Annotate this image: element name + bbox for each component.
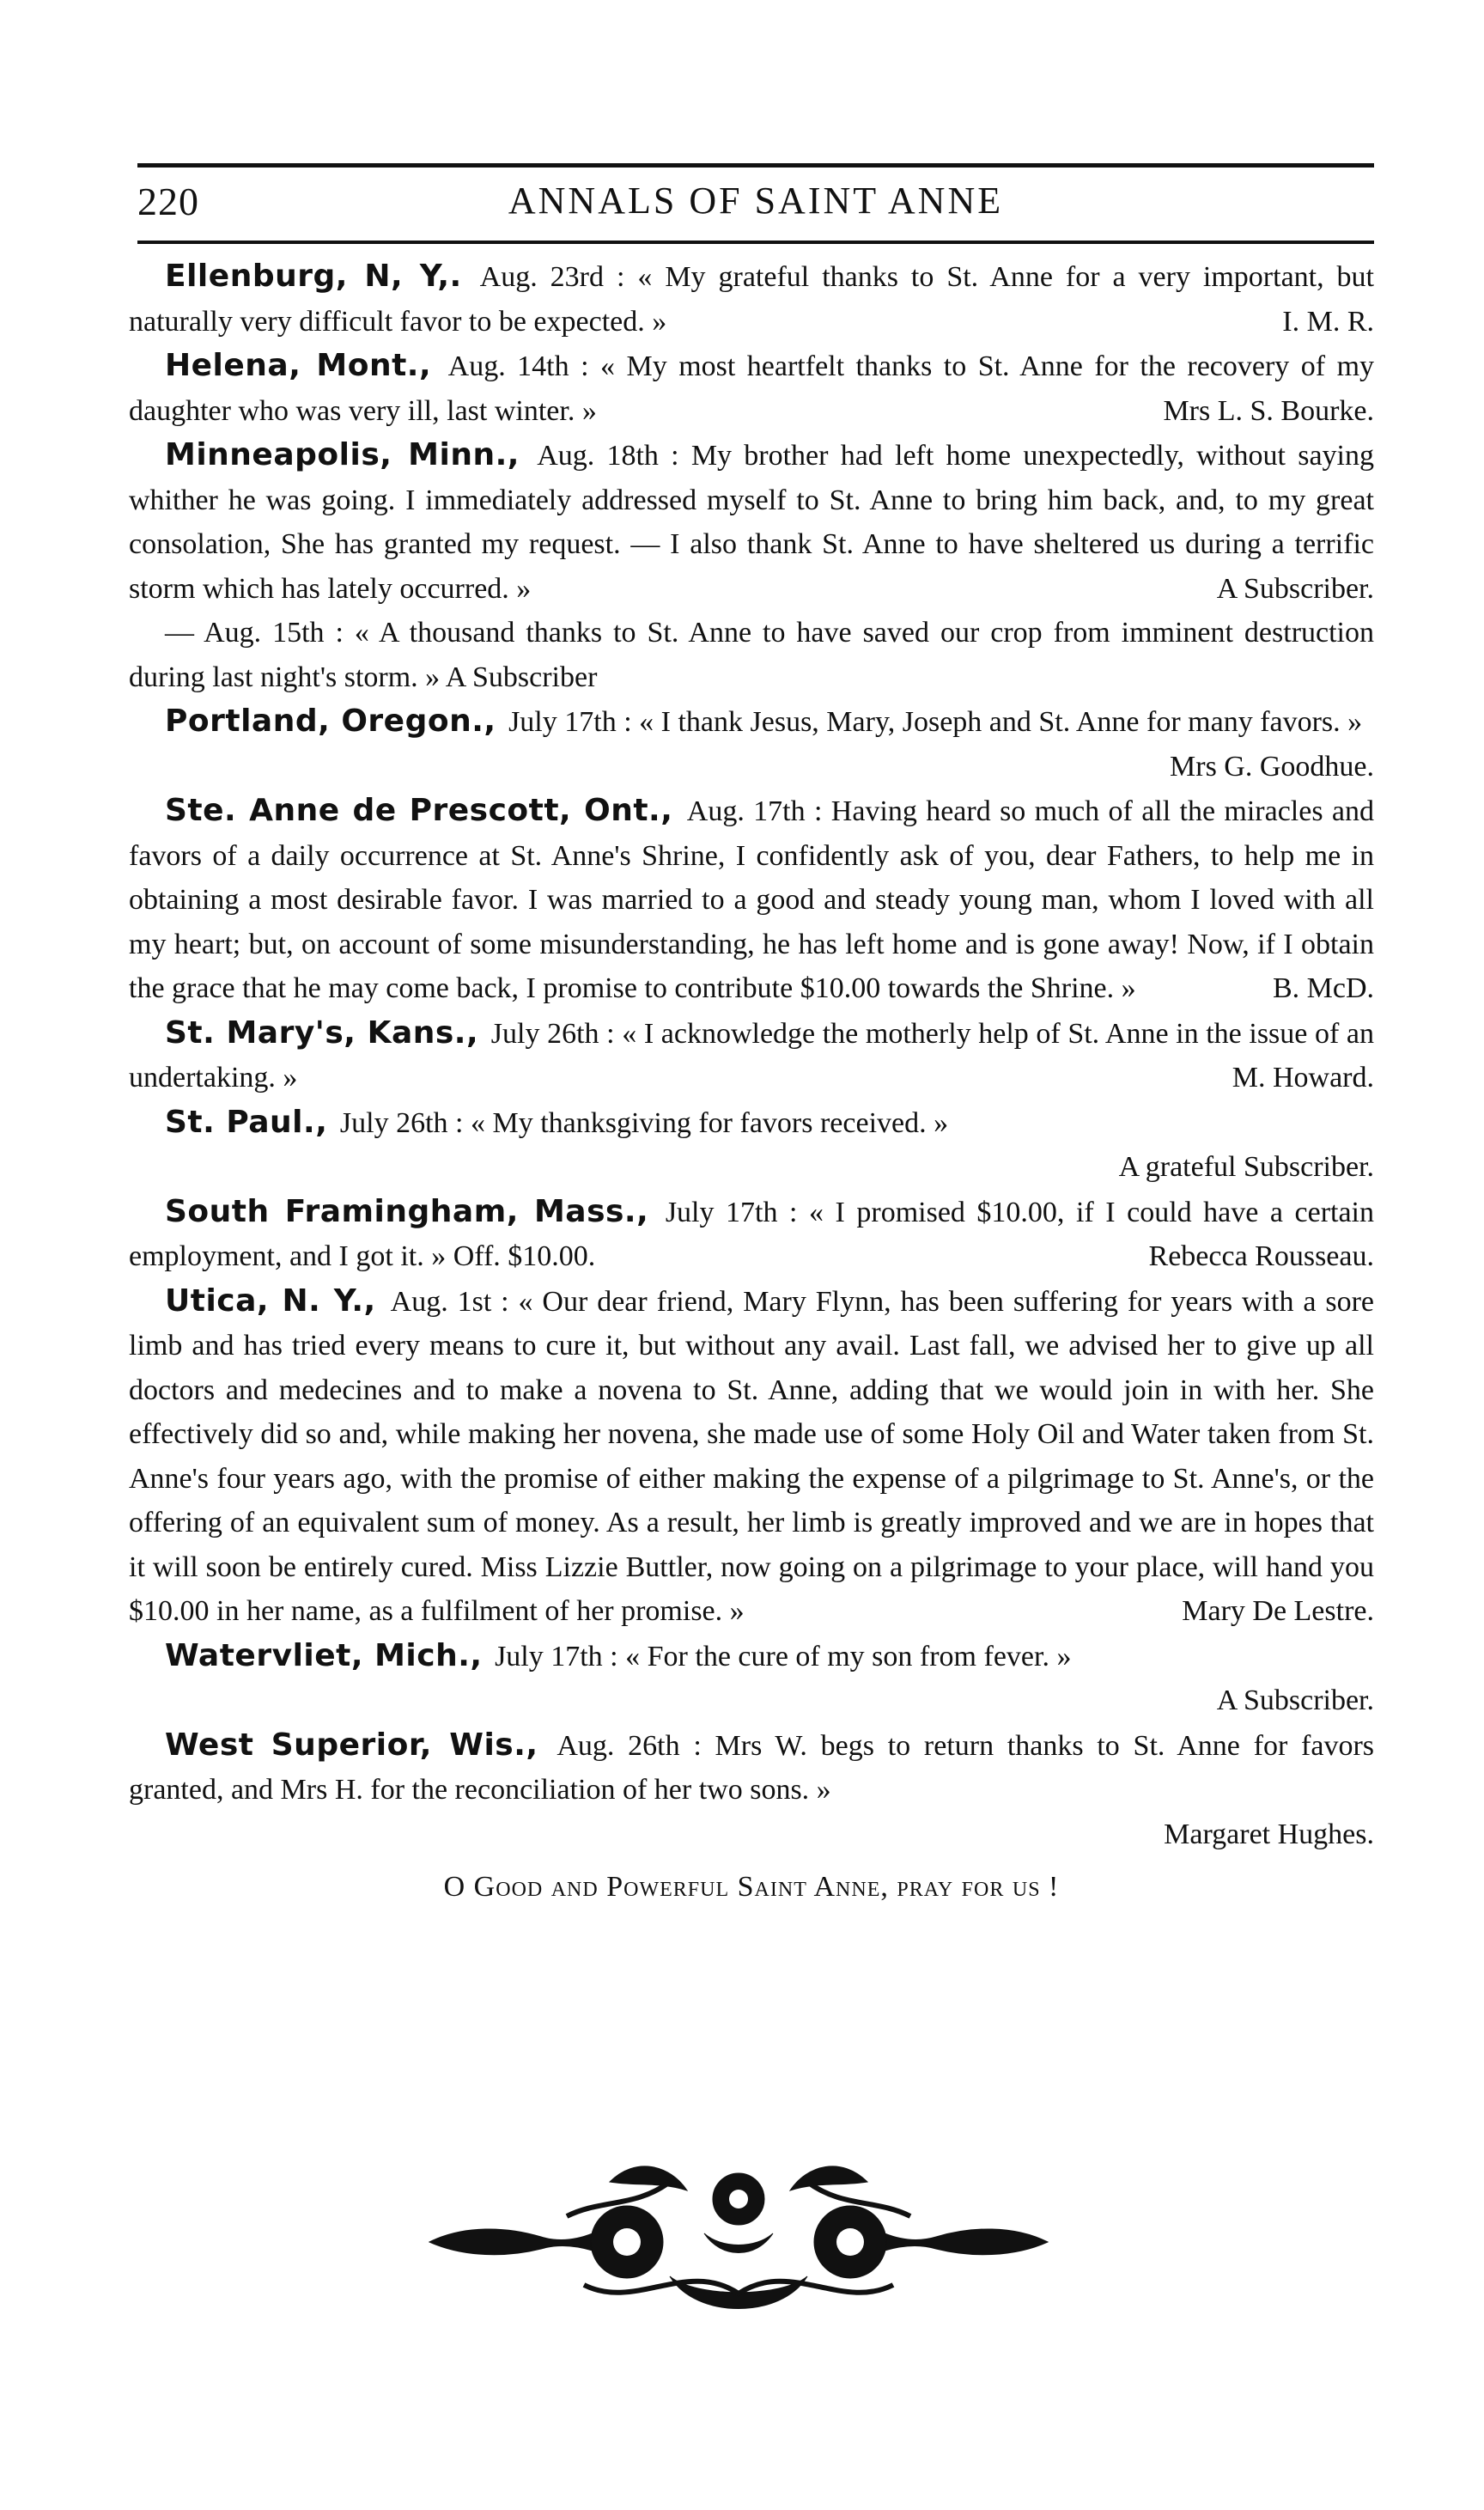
entry-date: Aug. 1st :: [390, 1285, 509, 1318]
entry-minneapolis-followup: [129, 611, 1374, 699]
entry-signature: A Subscriber.: [1216, 572, 1374, 605]
entry-date: Aug. 17th :: [686, 795, 823, 827]
entry-date: Aug. 18th :: [537, 440, 679, 472]
entry-text: « I acknowledge the motherly help of St. Anne in the issue of an undertaking. »: [129, 1017, 1375, 1094]
entry-place: Minneapolis, Minn.,: [165, 437, 520, 472]
entry-utica: [129, 1279, 1374, 1634]
entry-date: July 17th :: [495, 1640, 618, 1672]
entry-ste-anne-de-prescott: [129, 789, 1374, 1011]
entry-signature: Mrs L. S. Bourke.: [1163, 394, 1374, 427]
entry-signature: A Subscriber.: [1216, 1685, 1374, 1716]
entry-date: July 26th :: [490, 1017, 615, 1050]
page-number: 220: [137, 180, 199, 223]
entry-text: Having heard so much of all the miracles and favors of a daily occurrence at St. Anne's Shrine, I confidently ask of you, dear Fathers, to help me in obtaining a most desirable favor. I was married to a good and steady young man, whom I loved with all my heart; but, on account of some misunderstanding, he has left home and is gone away! Now, if I obtain the grace that he may come back, I promise to contribute $10.00 towards the Shrine. »: [129, 795, 1375, 1004]
entry-date: Aug. 14th :: [447, 350, 589, 382]
entry-date: July 26th :: [339, 1106, 464, 1139]
entry-place: Ste. Anne de Prescott, Ont.,: [165, 793, 673, 828]
entry-st-marys: [129, 1011, 1374, 1100]
entry-text: « Our dear friend, Mary Flynn, has been suffering for years with a sore limb and has tried every means to cure it, but without any avail. Last fall, we advised her to give up all doctors and medecines and to make a novena to St. Anne, adding that we would join in with her. She effectively did so and, while making her novena, she made use of some Holy Oil and Water taken from St. Anne's four years ago, with the promise of either making the expense of a pilgrimage to St. Anne's, or the offering of an equivalent sum of money. As a result, her limb is greatly improved and we are in hopes that it will soon be entirely cured. Miss Lizzie Buttler, now going on a pilgrimage to your place, will hand you $10.00 in her name, as a fulfilment of her promise. »: [129, 1285, 1375, 1627]
entry-portland: [129, 699, 1374, 789]
entry-place: Utica, N. Y.,: [165, 1282, 376, 1319]
entry-place: South Framingham, Mass.,: [165, 1193, 649, 1229]
entry-text: « I thank Jesus, Mary, Joseph and St. Anne for many favors. »: [639, 706, 1363, 738]
running-title: ANNALS OF SAINT ANNE: [508, 180, 1004, 222]
entry-text: My brother had left home unexpectedly, without saying whither he was going. I immediately addressed myself to St. Anne to bring him back, and, to my great consolation, She has granted my request. — I also thank St. Anne to have sheltered us during a terrific storm which has lately occurred. »: [129, 440, 1374, 605]
entry-signature: B. McD.: [1272, 972, 1374, 1004]
entry-date: — Aug. 15th :: [165, 617, 344, 649]
entry-helena: [129, 344, 1374, 433]
entry-place: St. Mary's, Kans.,: [165, 1014, 479, 1051]
entry-south-framingham: [129, 1190, 1374, 1279]
entry-signature: A grateful Subscriber.: [1118, 1151, 1374, 1183]
entry-date: July 17th :: [665, 1196, 798, 1228]
entry-text: Mrs W. begs to return thanks to St. Anne for favors granted, and Mrs H. for the reconciliation of her two sons. »: [129, 1729, 1374, 1806]
entry-date: July 17th :: [508, 706, 632, 738]
entry-place: West Superior, Wis.,: [165, 1727, 538, 1763]
entry-date: Aug. 23rd :: [479, 261, 625, 293]
entry-minneapolis: [129, 433, 1374, 611]
entry-place: Watervliet, Mich.,: [165, 1637, 483, 1673]
entry-place: Helena, Mont.,: [165, 348, 432, 383]
header-rule-bottom: [137, 241, 1374, 244]
entry-text: « A thousand thanks to St. Anne to have saved our crop from imminent destruction during last night's storm. » A Subscriber: [129, 617, 1374, 693]
entry-text: « My most heartfelt thanks to St. Anne for the recovery of my daughter who was very ill, last winter. »: [129, 350, 1375, 427]
entry-text: « I promised $10.00, if I could have a certain employment, and I got it. » Off. $10.00.: [129, 1196, 1375, 1272]
entry-ellenburg: [129, 254, 1374, 344]
entry-signature: I. M. R.: [1282, 305, 1374, 338]
entry-place: St. Paul.,: [165, 1104, 328, 1140]
entry-signature: Mary De Lestre.: [1182, 1595, 1374, 1627]
entries-list: [129, 254, 1374, 1913]
entry-west-superior: [129, 1723, 1374, 1812]
entry-text: « My thanksgiving for favors received. »: [470, 1106, 949, 1139]
entry-signature: Mrs G. Goodhue.: [1170, 750, 1374, 783]
closing-invocation: O Good and Powerful Saint Anne, pray for us !: [443, 1871, 1060, 1903]
entry-watervliet: [129, 1634, 1374, 1679]
entry-signature: Rebecca Rousseau.: [1148, 1240, 1374, 1272]
entry-text: « My grateful thanks to St. Anne for a very important, but naturally very difficult favor to be expected. »: [129, 261, 1375, 338]
entry-text: « For the cure of my son from fever. »: [625, 1640, 1072, 1672]
entry-signature: M. Howard.: [1232, 1062, 1374, 1094]
floral-tailpiece-icon: [412, 2148, 1065, 2336]
entry-date: Aug. 26th :: [556, 1729, 702, 1762]
entry-place: Portland, Oregon.,: [165, 704, 496, 739]
entry-signature: Margaret Hughes.: [1164, 1818, 1374, 1850]
entry-place: Ellenburg, N, Y,.: [165, 259, 462, 294]
page-header: [137, 172, 1374, 237]
entry-st-paul: [129, 1100, 1374, 1146]
header-rule-top: [137, 163, 1374, 168]
